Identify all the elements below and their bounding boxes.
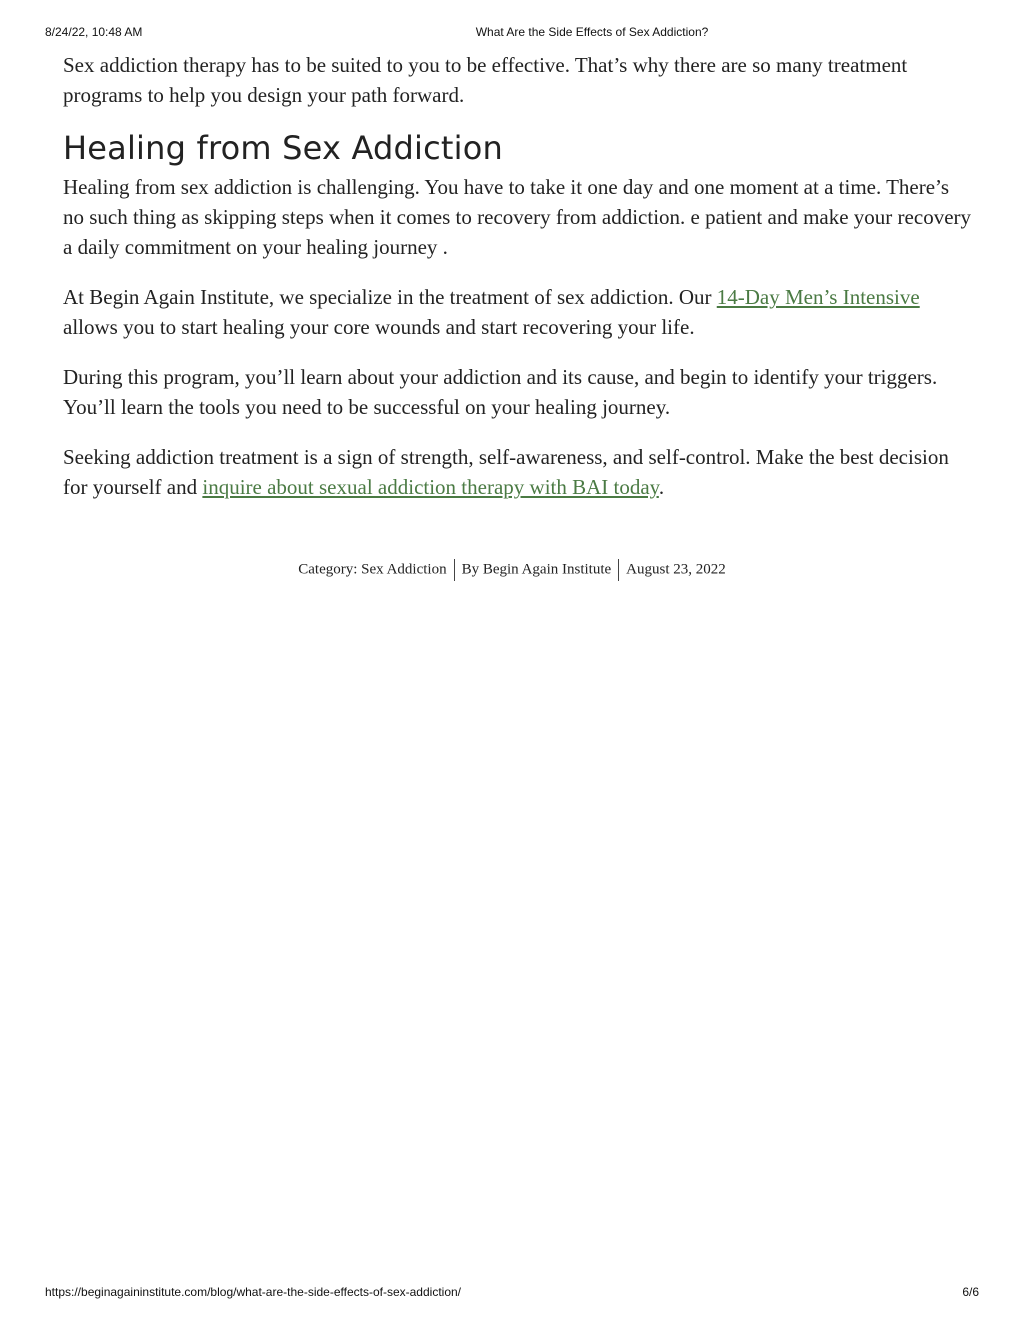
article-body — [63, 50, 973, 522]
inquire-therapy-link[interactable]: inquire about sexual addiction therapy with BAI today — [202, 475, 659, 499]
post-date: August 23, 2022 — [626, 561, 726, 578]
print-url: https://beginagaininstitute.com/blog/what-are-the-side-effects-of-sex-addiction/ — [45, 1285, 461, 1299]
paragraph-text: . — [658, 475, 665, 499]
paragraph-seeking — [63, 442, 973, 502]
mens-intensive-link[interactable]: 14-Day Men’s Intensive — [716, 285, 920, 309]
intro-paragraph: Sex addiction therapy has to be suited to you to be effective. That’s why there are so many treatment programs to help you design your path forward. — [63, 53, 908, 107]
paragraph-intensive — [63, 282, 973, 342]
print-header — [0, 25, 1024, 41]
paragraph-text: allows you to start healing your core wounds and start recovering your life. — [63, 315, 695, 339]
meta-divider — [618, 559, 619, 581]
post-meta — [0, 556, 1024, 583]
print-page-number: 6/6 — [962, 1285, 979, 1299]
paragraph-text: At Begin Again Institute, we specialize in the treatment of sex addiction. Our — [63, 285, 717, 309]
paragraph-program: During this program, you’ll learn about your addiction and its cause, and begin to identify your triggers. You’ll learn the tools you need to be successful on your healing journey. — [63, 365, 938, 419]
paragraph-healing: Healing from sex addiction is challenging. You have to take it one day and one moment at a time. There’s no such thing as skipping steps when it comes to recovery from addiction. e patient and make your recovery a daily commitment on your healing journey . — [63, 175, 972, 259]
print-datetime: 8/24/22, 10:48 AM — [45, 25, 143, 39]
meta-divider — [454, 559, 455, 581]
print-footer — [0, 1285, 1024, 1301]
post-author[interactable]: By Begin Again Institute — [461, 561, 612, 578]
paragraph-text: Seeking addiction treatment is a sign of strength, self-awareness, and self-control. Make the best decision for yourself and — [63, 445, 949, 499]
section-heading: Healing from Sex Addiction — [63, 129, 504, 167]
print-page-title: What Are the Side Effects of Sex Addiction? — [475, 25, 709, 39]
post-category[interactable]: Category: Sex Addiction — [298, 561, 447, 578]
